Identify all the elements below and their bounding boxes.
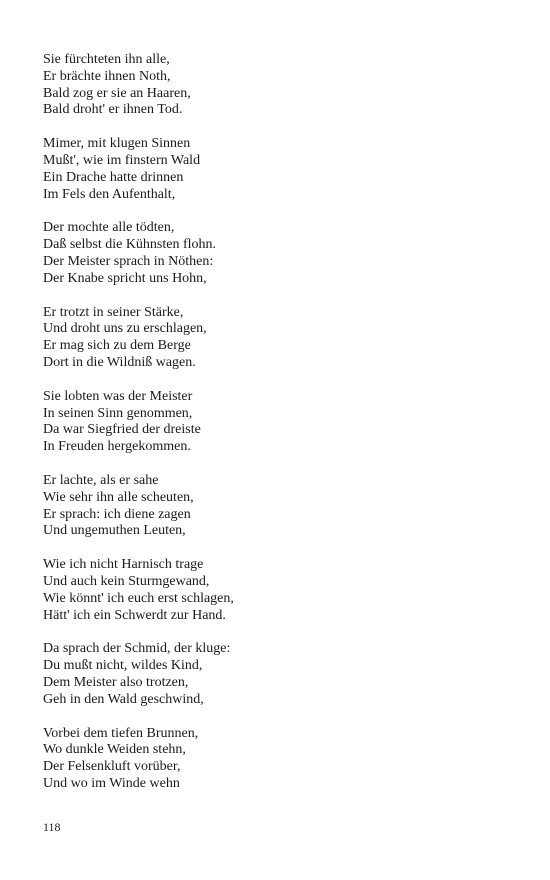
poem-text — [43, 52, 523, 810]
verse-line: Der Meister sprach in Nöthen: — [43, 253, 214, 269]
stanza — [43, 726, 523, 793]
verse-line: Hätt' ich ein Schwerdt zur Hand. — [43, 607, 226, 623]
verse-line: Er trotzt in seiner Stärke, — [43, 304, 184, 320]
verse-line: Im Fels den Aufenthalt, — [43, 186, 176, 202]
verse-line: Und droht uns zu erschlagen, — [43, 321, 207, 337]
verse-line: In Freuden hergekommen. — [43, 439, 191, 455]
verse-line: Der Felsenkluft vorüber, — [43, 759, 181, 775]
verse-line: Vorbei dem tiefen Brunnen, — [43, 725, 199, 741]
verse-line: Wie ich nicht Harnisch trage — [43, 557, 204, 573]
verse-line: Der Knabe spricht uns Hohn, — [43, 270, 207, 286]
page-number: 118 — [43, 820, 61, 834]
stanza — [43, 557, 523, 624]
stanza — [43, 389, 523, 456]
verse-line: Ein Drache hatte drinnen — [43, 169, 184, 185]
stanza — [43, 220, 523, 287]
verse-line: Sie lobten was der Meister — [43, 388, 193, 404]
verse-line: Dem Meister also trotzen, — [43, 674, 189, 690]
verse-line: Wie sehr ihn alle scheuten, — [43, 489, 194, 505]
verse-line: In seinen Sinn genommen, — [43, 405, 193, 421]
verse-line: Dort in die Wildniß wagen. — [43, 354, 196, 370]
stanza — [43, 473, 523, 540]
verse-line: Er brächte ihnen Noth, — [43, 68, 171, 84]
verse-line: Mimer, mit klugen Sinnen — [43, 136, 191, 152]
verse-line: Sie fürchteten ihn alle, — [43, 52, 170, 67]
verse-line: Da sprach der Schmid, der kluge: — [43, 641, 231, 657]
verse-line: Da war Siegfried der dreiste — [43, 422, 201, 438]
stanza — [43, 52, 523, 119]
verse-line: Wo dunkle Weiden stehn, — [43, 742, 186, 758]
verse-line: Mußt', wie im finstern Wald — [43, 152, 201, 168]
verse-line: Bald droht' er ihnen Tod. — [43, 102, 183, 118]
verse-line: Und auch kein Sturmgewand, — [43, 573, 210, 589]
stanza — [43, 305, 523, 372]
verse-line: Und ungemuthen Leuten, — [43, 523, 186, 539]
stanza — [43, 136, 523, 203]
verse-line: Er sprach: ich diene zagen — [43, 506, 191, 522]
verse-line: Daß selbst die Kühnsten flohn. — [43, 237, 217, 253]
verse-line: Du mußt nicht, wildes Kind, — [43, 658, 203, 674]
stanza — [43, 641, 523, 708]
verse-line: Wie könnt' ich euch erst schlagen, — [43, 590, 234, 606]
verse-line: Er lachte, als er sahe — [43, 472, 159, 488]
verse-line: Der mochte alle tödten, — [43, 220, 175, 236]
verse-line: Geh in den Wald geschwind, — [43, 691, 204, 707]
verse-line: Er mag sich zu dem Berge — [43, 338, 191, 354]
verse-line: Und wo im Winde wehn — [43, 775, 180, 791]
verse-line: Bald zog er sie an Haaren, — [43, 85, 191, 101]
